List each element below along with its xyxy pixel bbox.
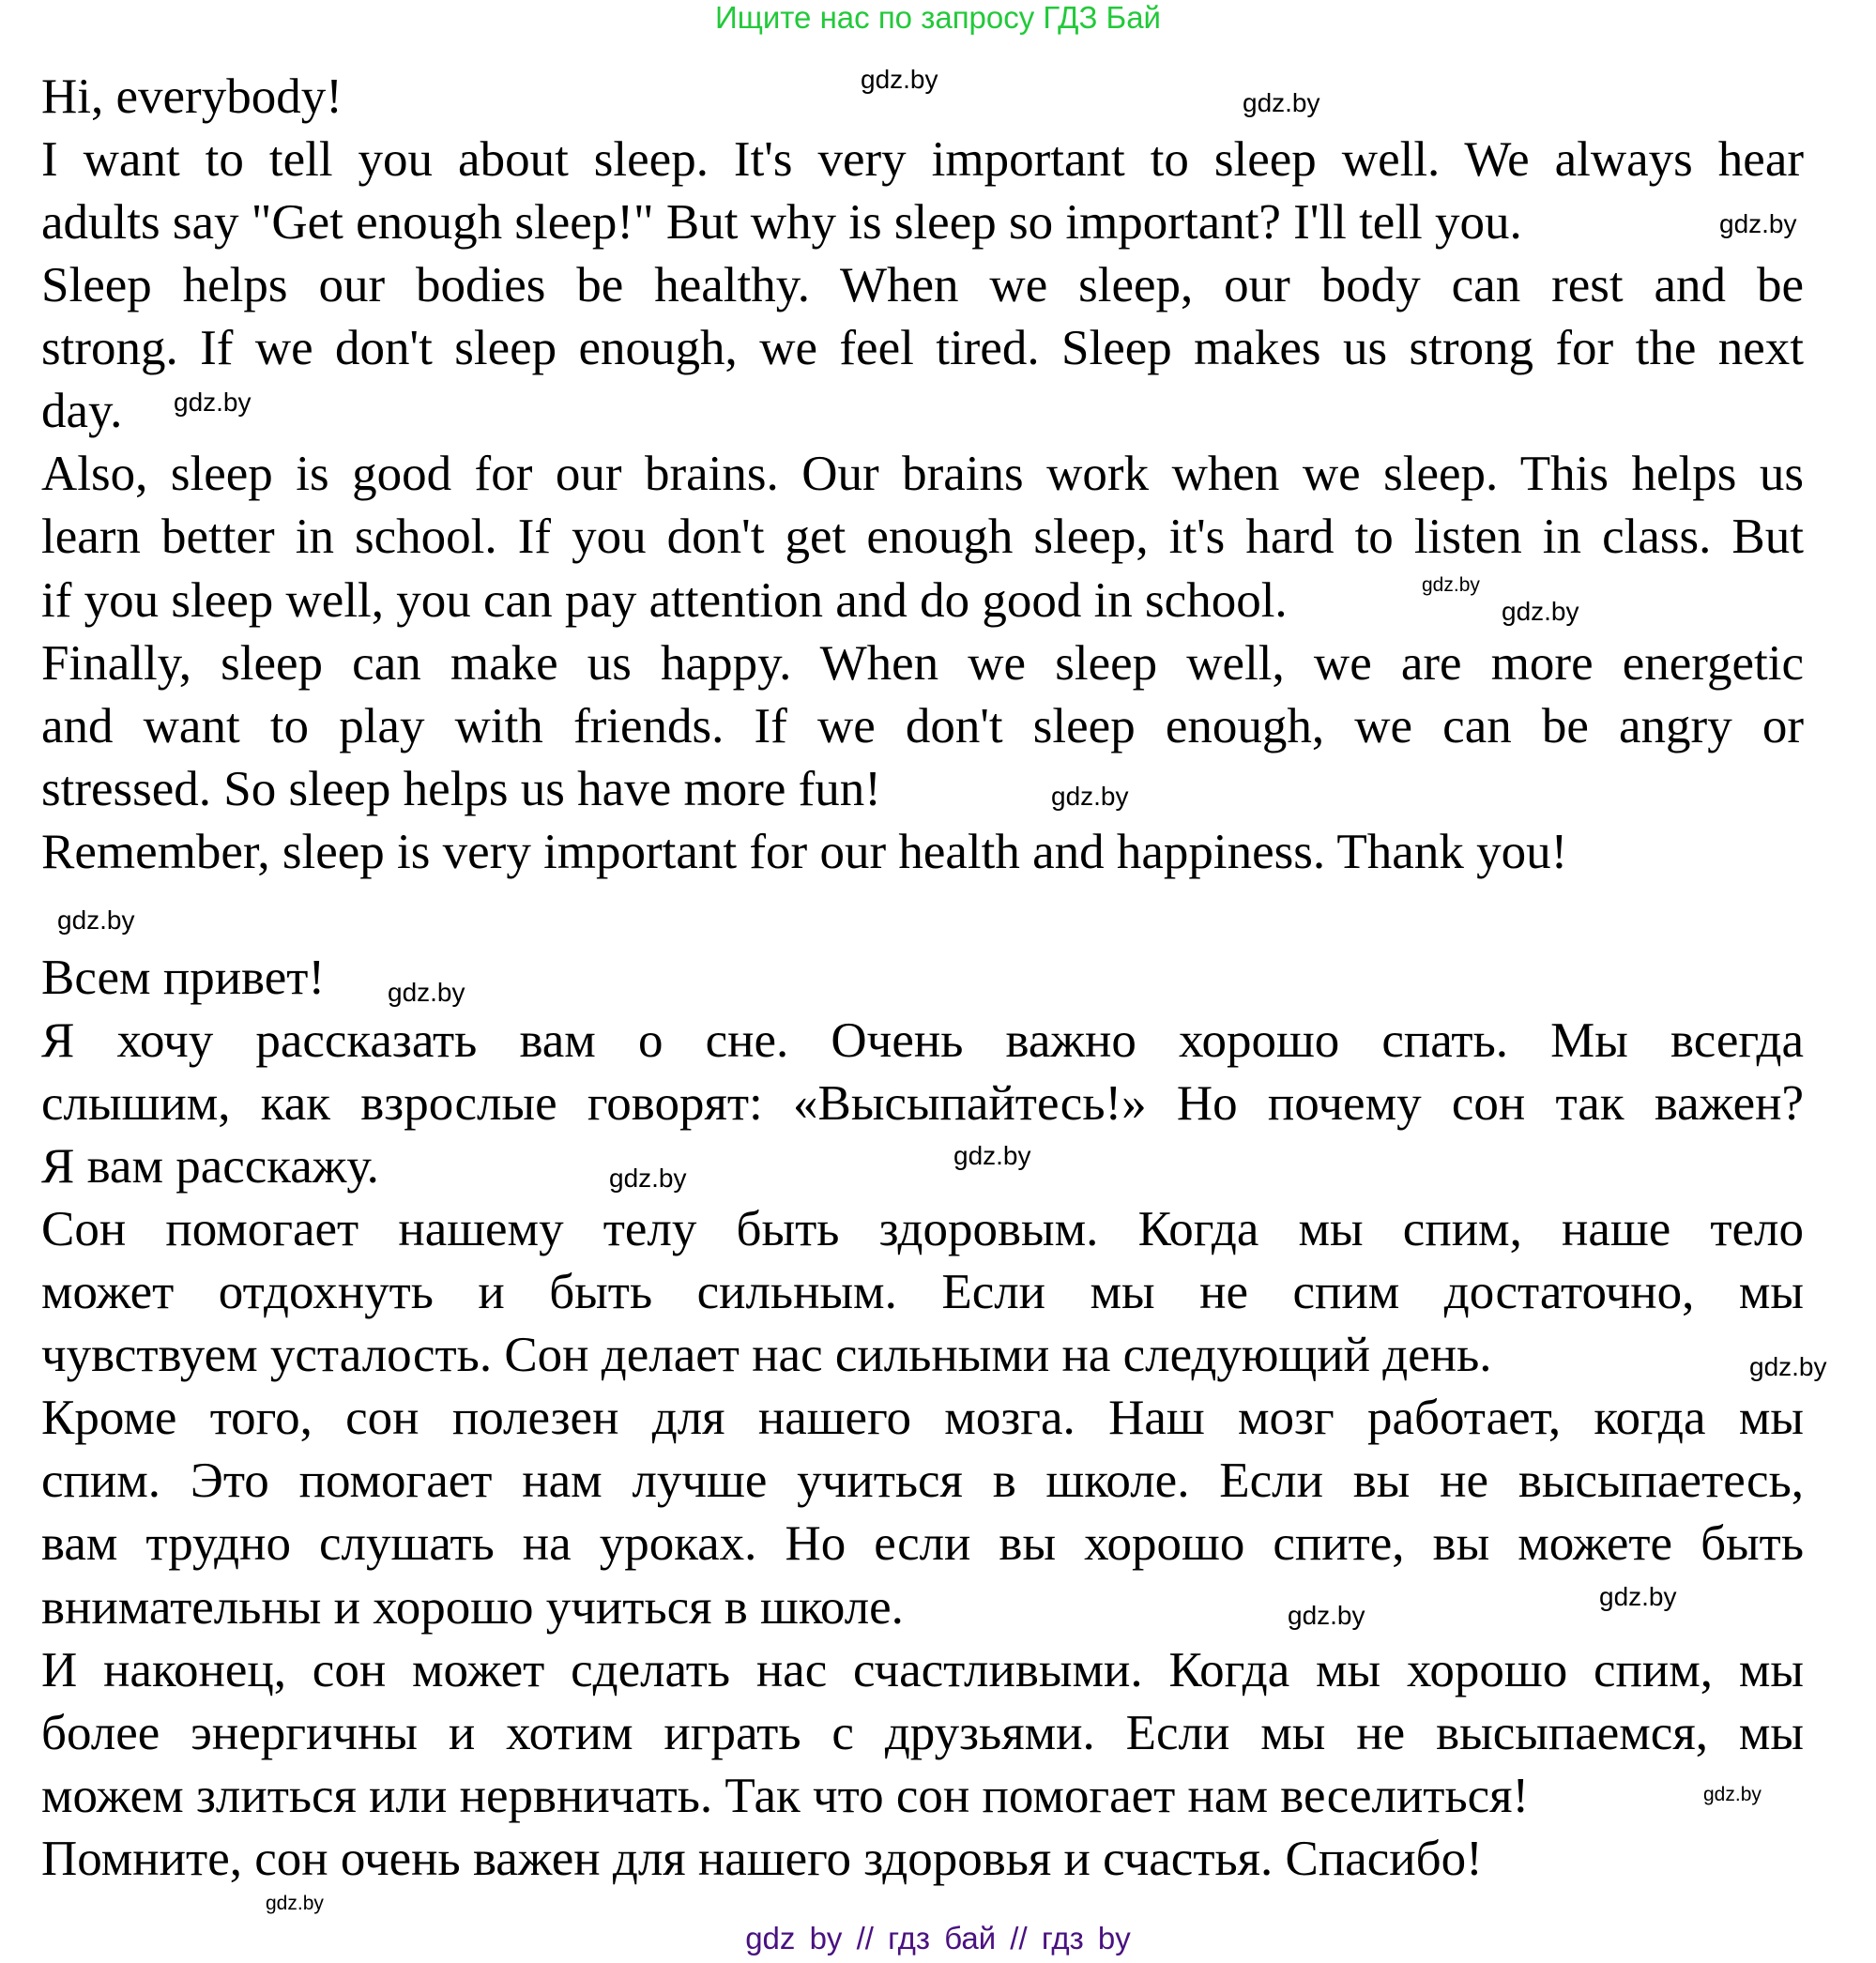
russian-line: Сон помогает нашему телу быть здоровым. Когда мы спим, наше тело [41,1202,1804,1257]
russian-line: можем злиться или нервничать. Так что сон помогает нам веселиться! [41,1768,1530,1823]
russian-line: Кроме того, сон полезен для нашего мозга. Наш мозг работает, когда мы [41,1391,1804,1446]
english-line: Finally, sleep can make us happy. When we sleep well, we are more energetic [41,635,1804,691]
english-line: Remember, sleep is very important for our health and happiness. Thank you! [41,824,1568,879]
watermark: gdz.by [1719,209,1797,238]
watermark: gdz.by [1703,1784,1762,1805]
english-line: learn better in school. If you don't get enough sleep, it's hard to listen in class. But [41,510,1804,565]
watermark: gdz.by [266,1893,324,1914]
watermark: gdz.by [861,65,938,94]
english-line: I want to tell you about sleep. It's very important to sleep well. We always hear [41,132,1804,188]
watermark: gdz.by [609,1164,687,1193]
watermark: gdz.by [174,388,252,417]
watermark: gdz.by [1749,1352,1827,1381]
watermark: gdz.by [1599,1582,1677,1611]
english-line: Sleep helps our bodies be healthy. When we sleep, our body can rest and be [41,258,1804,313]
watermark: gdz.by [953,1141,1031,1170]
russian-line: более энергичны и хотим играть с друзьями. Если мы не высыпаемся, мы [41,1705,1804,1760]
watermark: gdz.by [1051,782,1129,811]
watermark: gdz.by [1243,88,1320,117]
russian-line: Я вам расскажу. [41,1139,379,1195]
russian-line: вам трудно слушать на уроках. Но если вы хорошо спите, вы можете быть [41,1516,1804,1572]
english-line: day. [41,384,123,439]
document-body [41,66,1804,1891]
watermark: gdz.by [57,905,135,935]
english-line: Hi, everybody! [41,69,343,124]
footer-banner[interactable]: gdz by // гдз бай // гдз by [745,1921,1131,1955]
russian-line: внимательны и хорошо учиться в школе. [41,1579,904,1635]
search-banner[interactable]: Ищите нас по запросу ГДЗ Бай [715,0,1161,35]
russian-line: чувствуем усталость. Сон делает нас сильными на следующий день. [41,1328,1492,1383]
english-line: Also, sleep is good for our brains. Our brains work when we sleep. This helps us [41,447,1804,502]
english-line: adults say "Get enough sleep!" But why is sleep so important? I'll tell you. [41,195,1522,251]
english-line: and want to play with friends. If we don't sleep enough, we can be angry or [41,698,1804,753]
english-line: stressed. So sleep helps us have more fun! [41,761,881,816]
russian-line: И наконец, сон может сделать нас счастливыми. Когда мы хорошо спим, мы [41,1642,1804,1697]
english-line: strong. If we don't sleep enough, we feel tired. Sleep makes us strong for the next [41,321,1804,376]
watermark: gdz.by [1288,1601,1365,1630]
russian-line: Я хочу рассказать вам о сне. Очень важно хорошо спать. Мы всегда [41,1012,1804,1068]
russian-line: слышим, как взрослые говорят: «Высыпайтесь!» Но почему сон так важен? [41,1076,1804,1131]
russian-line: Помните, сон очень важен для нашего здоровья и счастья. Спасибо! [41,1831,1483,1886]
russian-line: спим. Это помогает нам лучше учиться в школе. Если вы не высыпаетесь, [41,1453,1804,1509]
section-gap [41,884,1804,947]
watermark: gdz.by [1422,574,1480,596]
russian-line: Всем привет! [41,950,326,1005]
watermark: gdz.by [1502,597,1579,626]
english-line: if you sleep well, you can pay attention and do good in school. [41,572,1288,628]
watermark: gdz.by [388,978,465,1007]
russian-line: может отдохнуть и быть сильным. Если мы не спим достаточно, мы [41,1265,1804,1320]
